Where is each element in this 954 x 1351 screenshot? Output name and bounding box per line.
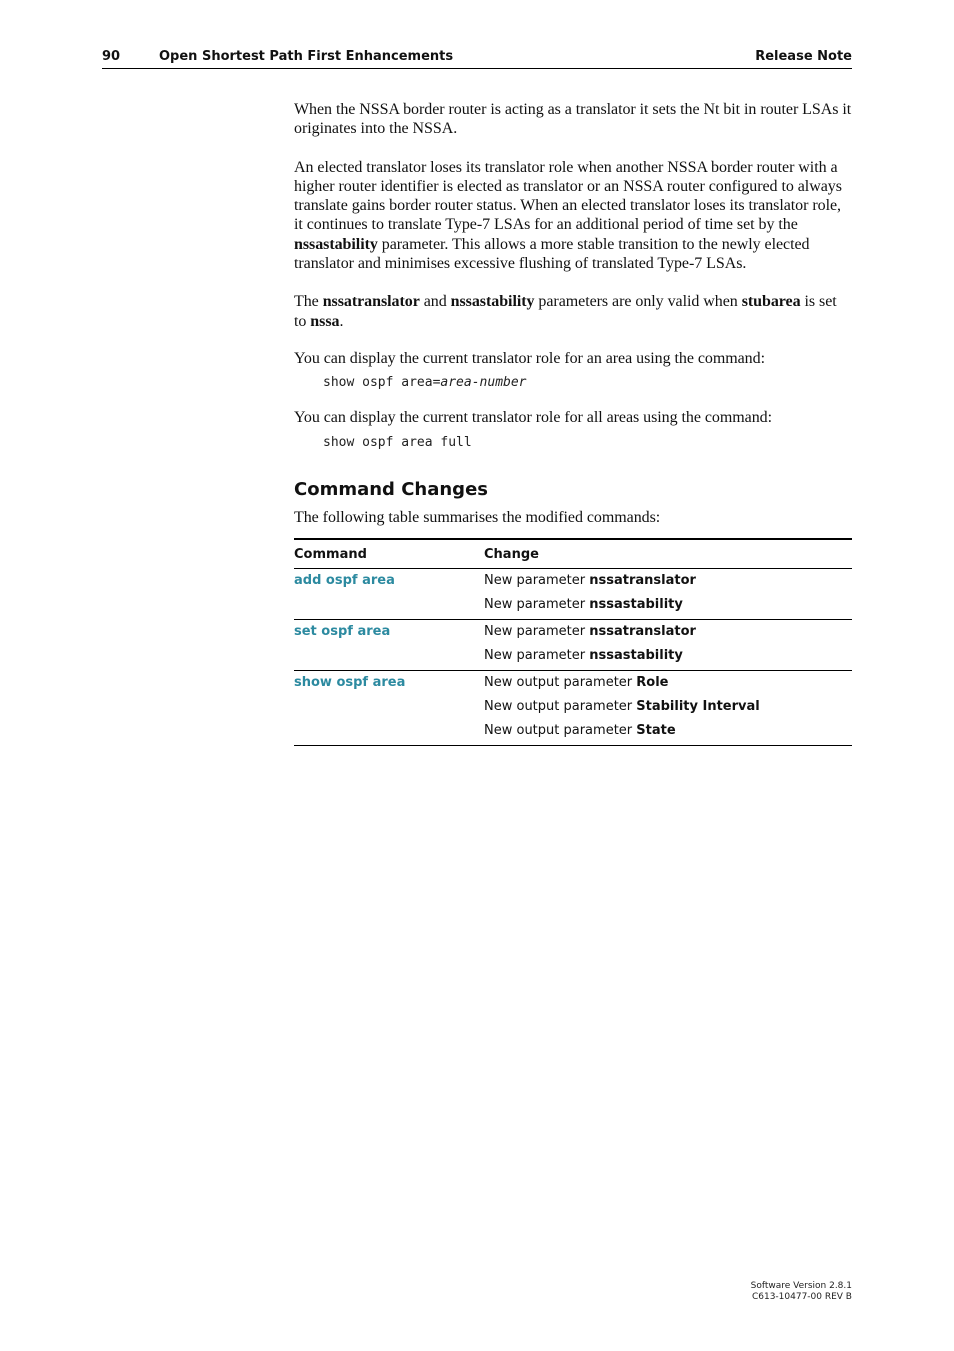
keyword-nssa: nssa	[310, 312, 340, 330]
change-param: nssastability	[589, 647, 683, 663]
keyword-nssatranslator: nssatranslator	[322, 293, 420, 311]
text-run: An elected translator loses its translator role when another NSSA border router with a higher router identifier is elected as translator or an NSSA router configured to always translate gains border router status. When an elected translator loses its translator role, it continues to translate Type-7 LSAs for an additional period of time set by the	[294, 158, 842, 234]
change-item	[484, 719, 852, 743]
change-item	[484, 695, 852, 719]
change-prefix: New parameter	[484, 596, 590, 612]
command-link-show-ospf-area[interactable]: show ospf area	[294, 674, 406, 690]
change-prefix: New output parameter	[484, 674, 637, 690]
command-link-set-ospf-area[interactable]: set ospf area	[294, 623, 391, 639]
page-number: 90	[102, 49, 121, 64]
change-item	[484, 569, 852, 593]
text-run: parameter. This allows a more stable transition to the newly elected translator and minimises excessive flushing of translated Type-7 LSAs.	[294, 235, 810, 273]
change-prefix: New parameter	[484, 647, 590, 663]
section-intro: The following table summarises the modified commands:	[294, 508, 661, 526]
change-prefix: New output parameter	[484, 698, 637, 714]
change-prefix: New parameter	[484, 623, 590, 639]
page-header	[102, 48, 852, 69]
command-changes-table	[294, 538, 852, 746]
change-item	[484, 671, 852, 695]
chapter-title: Open Shortest Path First Enhancements	[159, 49, 454, 64]
table-row	[294, 568, 852, 619]
keyword-nssastability: nssastability	[294, 235, 378, 253]
change-param: nssastability	[589, 596, 683, 612]
table-row	[294, 670, 852, 745]
text-run: .	[339, 312, 344, 330]
change-param: Role	[636, 674, 669, 690]
keyword-stubarea: stubarea	[741, 293, 801, 311]
table-header-row	[294, 539, 852, 569]
keyword-nssastability: nssastability	[450, 293, 535, 311]
paragraph-elected-translator	[294, 158, 852, 274]
code-text: show ospf area=	[323, 375, 441, 391]
page-footer	[700, 1281, 852, 1303]
change-prefix: New output parameter	[484, 722, 637, 738]
change-item	[484, 593, 852, 617]
command-example-full: show ospf area full	[323, 434, 472, 450]
main-content	[294, 100, 852, 746]
header-command: Command	[294, 539, 484, 569]
command-link-add-ospf-area[interactable]: add ospf area	[294, 572, 395, 588]
software-version: Software Version 2.8.1	[750, 1281, 852, 1291]
change-item	[484, 644, 852, 668]
command-example-area	[323, 374, 852, 392]
section-heading: Command Changes	[294, 478, 488, 500]
text-run: and	[419, 293, 451, 311]
paragraph-parameters-valid	[294, 292, 852, 331]
code-placeholder: area-number	[440, 375, 527, 391]
header-change: Change	[484, 539, 852, 569]
table-row	[294, 619, 852, 670]
change-item	[484, 620, 852, 644]
text-run: is set to	[294, 293, 837, 330]
change-prefix: New parameter	[484, 572, 590, 588]
change-param: nssatranslator	[589, 572, 696, 588]
paragraph-nt-bit: When the NSSA border router is acting as a translator it sets the Nt bit in router LSAs it originates into the NSSA.	[294, 101, 852, 138]
text-run: parameters are only valid when	[534, 293, 742, 311]
paragraph-display-area: You can display the current translator role for an area using the command:	[294, 349, 765, 367]
paragraph-display-all: You can display the current translator role for all areas using the command:	[294, 409, 772, 427]
change-param: State	[636, 722, 676, 738]
text-run: The	[294, 293, 323, 311]
change-param: Stability Interval	[636, 698, 760, 714]
change-param: nssatranslator	[589, 623, 696, 639]
document-revision: C613-10477-00 REV B	[751, 1292, 852, 1302]
document-type: Release Note	[755, 49, 852, 64]
